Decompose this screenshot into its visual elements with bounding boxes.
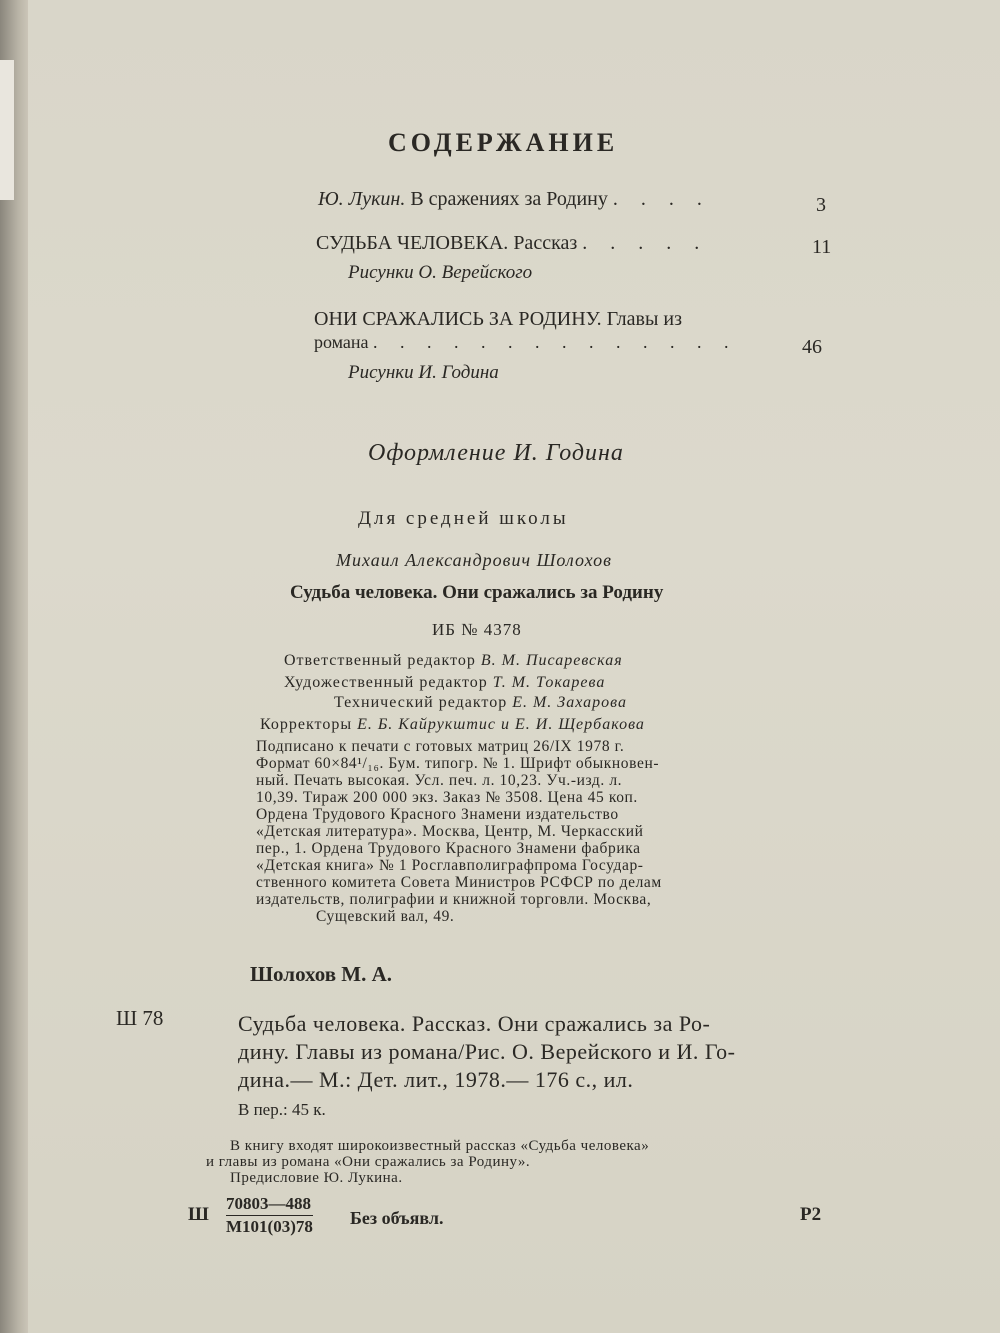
- book-title: Судьба человека. Они сражались за Родину: [290, 582, 664, 603]
- background-paper-scrap: [0, 60, 14, 200]
- imprint-line: ный. Печать высокая. Усл. печ. л. 10,23. Уч.-изд. л.: [256, 772, 623, 789]
- imprint-line: Подписано к печати с готовых матриц 26/IX 1978 г.: [256, 738, 625, 755]
- catalog-index-fraction: [226, 1194, 313, 1237]
- design-credit: Оформление И. Година: [368, 440, 624, 466]
- catalog-note: [206, 1138, 836, 1186]
- imprint-line: «Детская книга» № 1 Росглавполиграфпрома Государ-: [256, 857, 644, 874]
- catalog-author: Шолохов М. А.: [250, 962, 393, 986]
- classification-code: Р2: [800, 1204, 822, 1225]
- toc-dots: . . . .: [612, 188, 711, 210]
- staff-role: Корректоры: [260, 716, 353, 733]
- toc-entry-title: Рассказ: [513, 232, 578, 254]
- staff-line: [284, 674, 605, 692]
- toc-illustrator: Рисунки И. Година: [348, 362, 499, 383]
- toc-page-number: 46: [802, 336, 822, 358]
- toc-entry-title-caps: ОНИ СРАЖАЛИСЬ ЗА РОДИНУ.: [314, 308, 602, 330]
- toc-illustrator: Рисунки О. Верейского: [348, 262, 533, 283]
- imprint-line: «Детская литература». Москва, Центр, М. Черкасский: [256, 823, 644, 840]
- index-numerator: 70803—488: [226, 1194, 313, 1216]
- staff-role: Художественный редактор: [284, 674, 488, 691]
- catalog-note-line: В книгу входят широкоизвестный рассказ «Судьба человека»: [230, 1138, 650, 1154]
- staff-role: Технический редактор: [334, 694, 508, 711]
- toc-entry-3-line2: [314, 332, 738, 353]
- toc-entry-title: В сражениях за Родину: [410, 188, 608, 210]
- audience-label: Для средней школы: [358, 508, 569, 529]
- toc-entry-3: [314, 308, 682, 331]
- imprint-line: пер., 1. Ордена Трудового Красного Знамени фабрика: [256, 840, 641, 857]
- imprint-line: ственного комитета Совета Министров РСФСР по делам: [256, 874, 662, 891]
- catalog-description-line: Судьба человека. Рассказ. Они сражались за Ро-: [238, 1011, 711, 1036]
- toc-entry-title-line2: романа: [314, 332, 369, 352]
- toc-page-number: 11: [812, 236, 832, 258]
- catalog-description-line: дину. Главы из романа/Рис. О. Верейского и И. Го-: [238, 1039, 736, 1064]
- catalog-code: Ш 78: [116, 1006, 164, 1030]
- toc-entry-title-caps: СУДЬБА ЧЕЛОВЕКА.: [316, 232, 509, 254]
- toc-entry-title: Главы из: [606, 308, 682, 330]
- staff-line: [284, 652, 623, 670]
- catalog-note-line: Предисловие Ю. Лукина.: [230, 1170, 403, 1186]
- staff-name: Т. М. Токарева: [492, 674, 606, 691]
- staff-line: [334, 694, 627, 712]
- staff-line: [260, 716, 645, 734]
- toc-page-number: 3: [816, 194, 826, 216]
- toc-entry-author: Ю. Лукин.: [318, 188, 406, 210]
- toc-dots: . . . . . . . . . . . . . .: [373, 332, 738, 352]
- catalog-description: [238, 1010, 838, 1094]
- toc-entry-2: [316, 232, 708, 255]
- toc-heading: СОДЕРЖАНИЕ: [388, 128, 619, 157]
- imprint-block: [256, 738, 796, 925]
- author-full-name: Михаил Александрович Шолохов: [336, 550, 612, 570]
- staff-role: Ответственный редактор: [284, 652, 476, 669]
- staff-name: В. М. Писаревская: [480, 652, 623, 669]
- imprint-line: Ордена Трудового Красного Знамени издательство: [256, 806, 619, 823]
- toc-entry-1: [318, 188, 711, 211]
- imprint-line: Сущевский вал, 49.: [316, 908, 455, 925]
- catalog-note-line: и главы из романа «Они сражались за Родину».: [206, 1154, 531, 1170]
- catalog-index-letter: Ш: [188, 1204, 209, 1225]
- without-notice-label: Без объявл.: [350, 1208, 444, 1228]
- staff-name: Е. Б. Кайрукштис и Е. И. Щербакова: [357, 716, 645, 733]
- staff-name: Е. М. Захарова: [512, 694, 627, 711]
- catalog-price: В пер.: 45 к.: [238, 1100, 326, 1119]
- imprint-line: издательств, полиграфии и книжной торговли. Москва,: [256, 891, 652, 908]
- imprint-line: 10,39. Тираж 200 000 экз. Заказ № 3508. Цена 45 коп.: [256, 789, 638, 806]
- catalog-description-line: дина.— М.: Дет. лит., 1978.— 176 с., ил.: [238, 1067, 634, 1092]
- ib-number: ИБ № 4378: [432, 620, 522, 639]
- imprint-line: Формат 60×84¹/₁₆. Бум. типогр. № 1. Шрифт обыкновен-: [256, 755, 660, 772]
- toc-dots: . . . . .: [582, 232, 709, 254]
- book-page: [28, 0, 1000, 1333]
- index-denominator: М101(03)78: [226, 1217, 313, 1236]
